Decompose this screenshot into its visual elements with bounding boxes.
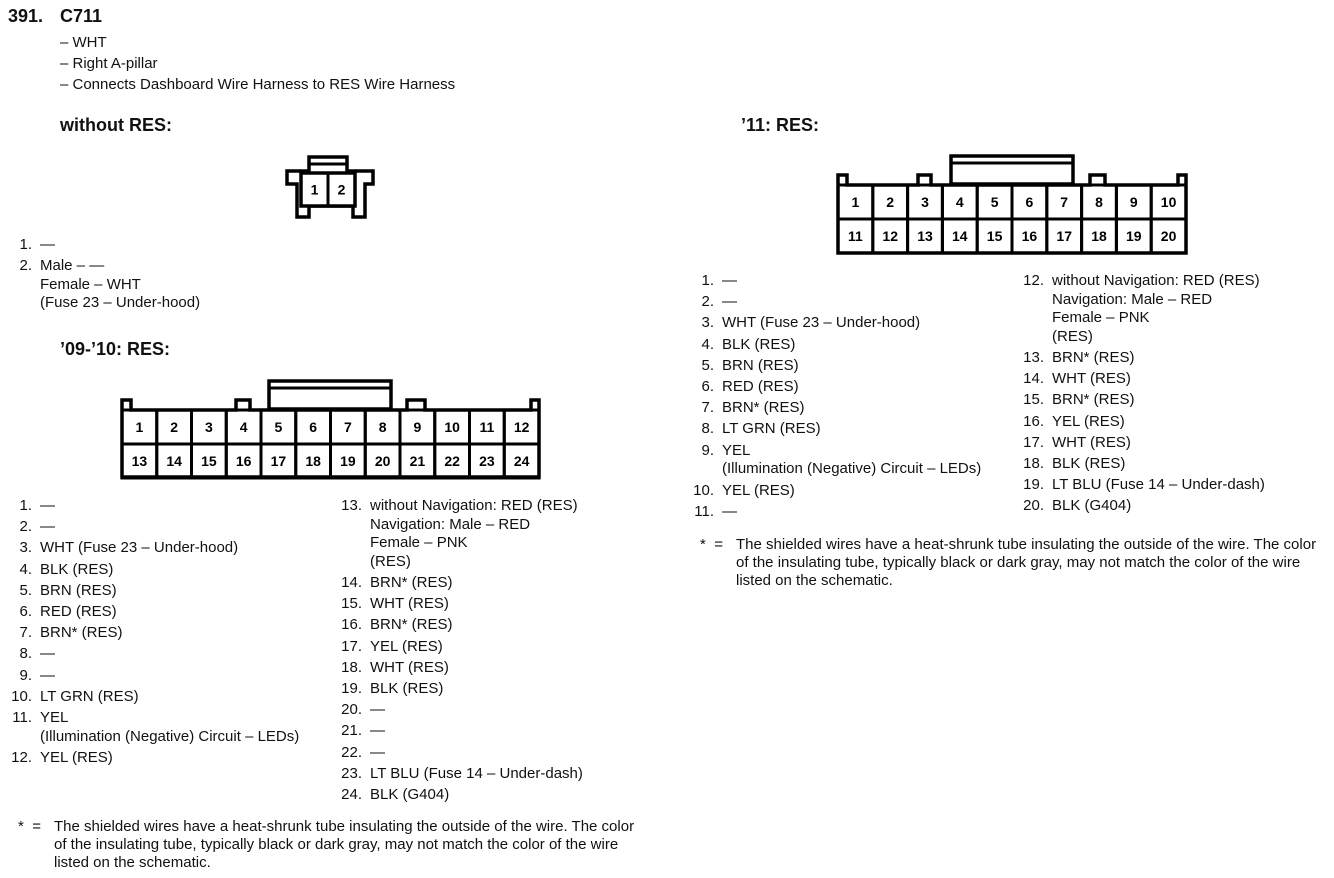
pin-row <box>682 376 1002 397</box>
pin-number: 15. <box>1023 391 1044 409</box>
pin-desc: LT GRN (RES) <box>722 420 821 438</box>
pin-row <box>0 257 330 313</box>
pin-row <box>0 643 340 664</box>
pin-row <box>0 495 340 516</box>
pin-desc: BRN* (RES) <box>370 574 453 591</box>
pin-row <box>1012 495 1332 516</box>
pin-row <box>682 442 1002 479</box>
pin-row <box>330 614 650 635</box>
pin-label: 8 <box>378 419 387 435</box>
pin-row <box>330 497 650 571</box>
pin-desc: YEL (RES) <box>40 749 113 767</box>
pin-desc: LT BLU (Fuse 14 – Under-dash) <box>370 764 583 782</box>
pin-desc: WHT (RES) <box>1052 433 1131 451</box>
pin-number: 5. <box>19 581 32 599</box>
pin-row <box>330 593 650 614</box>
pin-label: 6 <box>309 419 318 435</box>
pin-desc: BLK (RES) <box>370 680 444 698</box>
connector-diagram-24pin <box>118 378 544 480</box>
pin-label: 18 <box>1091 228 1107 244</box>
pin-number: 5. <box>701 356 714 374</box>
pin-label: 20 <box>1160 228 1177 244</box>
pin-number: 20. <box>341 701 362 719</box>
connector-diagram-20pin <box>834 152 1191 256</box>
detail-color: – WHT <box>60 34 107 51</box>
pin-row <box>1012 272 1332 346</box>
pin-row <box>1012 389 1332 410</box>
pin-label: 13 <box>131 453 148 469</box>
pin-row <box>0 234 330 255</box>
pin-row <box>330 678 650 699</box>
pin-label: 1 <box>310 181 319 198</box>
pin-row <box>0 622 340 643</box>
pin-number: 9. <box>19 666 32 684</box>
pin-label: 23 <box>479 453 495 469</box>
pin-number: 8. <box>701 420 714 438</box>
pin-number: 2. <box>19 257 32 275</box>
pin-label: 5 <box>990 194 999 210</box>
pin-desc: BRN (RES) <box>40 581 117 599</box>
connector-title <box>8 6 102 27</box>
footnote-symbol: * = <box>18 818 41 835</box>
pin-number: 18. <box>341 658 362 676</box>
pin-desc: — <box>722 293 737 311</box>
pin-number: 1. <box>701 272 714 289</box>
pin-label: 14 <box>952 228 968 244</box>
pin-label: 4 <box>955 194 964 210</box>
pin-row <box>0 686 340 707</box>
pin-row <box>1012 432 1332 453</box>
pin-label: 7 <box>1060 194 1069 210</box>
pin-list-11-right <box>1012 270 1332 517</box>
pin-desc: — <box>370 722 385 740</box>
pin-label: 9 <box>1129 194 1138 210</box>
pin-label: 18 <box>305 453 321 469</box>
pin-number: 6. <box>19 603 32 621</box>
pin-number: 24. <box>341 786 362 804</box>
pin-row <box>682 397 1002 418</box>
pin-list-without-res <box>0 234 330 313</box>
pin-label: 14 <box>166 453 182 469</box>
pin-number: 13. <box>341 497 362 514</box>
pin-number: 14. <box>341 574 362 591</box>
pin-row <box>0 709 340 746</box>
pin-label: 10 <box>444 419 460 435</box>
pin-label: 3 <box>921 194 929 210</box>
pin-desc: YEL (Illumination (Negative) Circuit – LEDs) <box>722 441 982 478</box>
pin-desc: BLK (RES) <box>1052 455 1126 473</box>
pin-row <box>682 291 1002 312</box>
pin-label: 16 <box>1021 228 1038 244</box>
pin-desc: — <box>722 502 737 520</box>
pin-number: 6. <box>701 378 714 396</box>
pin-desc: BRN* (RES) <box>40 624 123 642</box>
pin-row <box>0 665 340 686</box>
pin-number: 4. <box>701 335 714 353</box>
pin-label: 2 <box>170 419 179 435</box>
pin-number: 21. <box>341 722 362 740</box>
pin-list-11-left <box>682 270 1002 522</box>
pin-row <box>682 418 1002 439</box>
pin-label: 2 <box>886 194 895 210</box>
pin-number: 18. <box>1023 455 1044 473</box>
pin-number: 4. <box>19 560 32 578</box>
pin-label: 8 <box>1095 194 1103 210</box>
pin-number: 11. <box>694 502 714 520</box>
pin-row <box>0 601 340 622</box>
pin-desc: BLK (RES) <box>40 560 114 578</box>
section-title-0910-res: ’09-’10: RES: <box>60 339 171 359</box>
pin-desc: BRN* (RES) <box>370 616 453 634</box>
pin-desc: BRN* (RES) <box>1052 391 1135 409</box>
pin-label: 2 <box>337 181 346 198</box>
pin-label: 9 <box>413 419 422 435</box>
pin-label: 1 <box>135 419 144 435</box>
pin-number: 13. <box>1023 349 1044 366</box>
pin-row <box>330 763 650 784</box>
pin-list-0910-left <box>0 495 340 768</box>
pin-label: 10 <box>1160 194 1177 210</box>
pin-desc: BRN* (RES) <box>722 399 805 417</box>
connector-number: 391. <box>8 6 44 26</box>
pin-desc: BLK (RES) <box>722 335 796 353</box>
pin-number: 17. <box>1023 433 1044 451</box>
pin-label: 3 <box>204 419 213 435</box>
pin-row <box>330 699 650 720</box>
pin-number: 8. <box>19 645 32 663</box>
pin-number: 20. <box>1023 497 1044 515</box>
footnote-right <box>700 536 1330 590</box>
pin-label: 17 <box>270 453 287 469</box>
pin-number: 3. <box>701 314 714 332</box>
section-title-without-res: without RES: <box>60 115 172 135</box>
pin-desc: LT GRN (RES) <box>40 687 139 705</box>
pin-row <box>0 747 340 768</box>
pin-desc: — <box>370 701 385 719</box>
pin-row <box>0 516 340 537</box>
pin-row <box>0 537 340 558</box>
pin-row <box>330 742 650 763</box>
pin-label: 17 <box>1056 228 1072 244</box>
pin-number: 9. <box>701 441 714 459</box>
pin-desc: — <box>40 645 55 663</box>
pin-row <box>330 636 650 657</box>
pin-desc: WHT (Fuse 23 – Under-hood) <box>40 539 239 557</box>
pin-label: 21 <box>409 453 426 469</box>
pin-label: 11 <box>847 228 863 244</box>
connector-diagram-2pin <box>284 155 378 221</box>
pin-desc: LT BLU (Fuse 14 – Under-dash) <box>1052 476 1265 494</box>
pin-desc: — <box>370 743 385 761</box>
connector-id: C711 <box>60 6 103 26</box>
pin-label: 11 <box>479 419 495 435</box>
footnote-symbol: * = <box>700 536 723 553</box>
pin-number: 2. <box>701 293 714 311</box>
pin-label: 12 <box>882 228 898 244</box>
pin-number: 14. <box>1023 370 1044 388</box>
pin-desc: without Navigation: RED (RES) Navigation: Male – RED Female – PNK (RES) <box>370 497 578 570</box>
pin-desc: YEL (RES) <box>1052 412 1125 430</box>
pin-number: 19. <box>1023 476 1044 494</box>
pin-number: 12. <box>1023 272 1044 289</box>
pin-label: 6 <box>1025 194 1034 210</box>
pin-label: 5 <box>274 419 283 435</box>
pin-row <box>330 720 650 741</box>
pin-desc: — <box>40 497 55 514</box>
pin-row <box>1012 411 1332 432</box>
pin-label: 24 <box>513 453 530 469</box>
pin-label: 19 <box>1126 228 1142 244</box>
pin-desc: Male – — Female – WHT (Fuse 23 – Under-hood) <box>40 257 201 312</box>
pin-desc: without Navigation: RED (RES) Navigation: Male – RED Female – PNK (RES) <box>1052 272 1260 345</box>
pin-number: 15. <box>341 595 362 613</box>
pin-desc: RED (RES) <box>722 378 799 396</box>
footnote-left <box>18 818 648 872</box>
pin-label: 20 <box>374 453 391 469</box>
pin-desc: YEL (RES) <box>370 637 443 655</box>
pin-desc: WHT (RES) <box>370 595 449 613</box>
pin-row <box>330 657 650 678</box>
pin-number: 7. <box>701 399 714 417</box>
pin-desc: BLK (G404) <box>1052 497 1132 515</box>
pin-row <box>682 270 1002 291</box>
pin-label: 4 <box>239 419 248 435</box>
pin-label: 15 <box>986 228 1003 244</box>
pin-row <box>1012 474 1332 495</box>
pin-label: 12 <box>513 419 530 435</box>
connector-details <box>60 32 455 95</box>
pin-row <box>330 784 650 805</box>
pin-desc: BRN* (RES) <box>1052 349 1135 366</box>
pin-desc: WHT (Fuse 23 – Under-hood) <box>722 314 921 332</box>
section-title-11-res: ’11: RES: <box>741 115 820 135</box>
pin-row <box>1012 453 1332 474</box>
pin-number: 16. <box>341 616 362 634</box>
pin-desc: — <box>40 666 55 684</box>
pin-number: 23. <box>341 764 362 782</box>
pin-label: 1 <box>851 194 860 210</box>
pin-row <box>682 355 1002 376</box>
pin-number: 1. <box>19 236 32 253</box>
pin-desc: WHT (RES) <box>370 658 449 676</box>
pin-desc: YEL (Illumination (Negative) Circuit – LEDs) <box>40 709 300 745</box>
pin-desc: — <box>722 272 737 289</box>
pin-number: 17. <box>341 637 362 655</box>
pin-number: 11. <box>12 709 32 727</box>
pin-number: 1. <box>19 497 32 514</box>
pin-label: 22 <box>444 453 460 469</box>
pin-row <box>0 580 340 601</box>
detail-connects: – Connects Dashboard Wire Harness to RES Wire Harness <box>60 76 456 93</box>
pin-number: 12. <box>11 749 32 767</box>
pin-number: 3. <box>19 539 32 557</box>
pin-desc: — <box>40 236 55 253</box>
pin-row <box>682 312 1002 333</box>
footnote-text: The shielded wires have a heat-shrunk tube insulating the outside of the wire. The color of the insulating tube, typically black or dark gray, may not match the color of the wire listed on the schematic. <box>736 536 1317 589</box>
pin-label: 13 <box>917 228 933 244</box>
pin-row <box>682 501 1002 522</box>
pin-row <box>682 480 1002 501</box>
pin-label: 16 <box>235 453 252 469</box>
pin-label: 7 <box>343 419 352 435</box>
pin-number: 19. <box>341 680 362 698</box>
pin-number: 10. <box>11 687 32 705</box>
footnote-text: The shielded wires have a heat-shrunk tube insulating the outside of the wire. The color of the insulating tube, typically black or dark gray, may not match the color of the wire listed on the schematic. <box>54 818 635 871</box>
pin-desc: YEL (RES) <box>722 481 795 499</box>
pin-number: 10. <box>693 481 714 499</box>
pin-label: 15 <box>201 453 217 469</box>
pin-row <box>330 572 650 593</box>
pin-number: 2. <box>19 518 32 536</box>
pin-number: 7. <box>19 624 32 642</box>
pin-row <box>1012 347 1332 368</box>
detail-location: – Right A-pillar <box>60 55 158 72</box>
pin-number: 22. <box>341 743 362 761</box>
pin-desc: — <box>40 518 55 536</box>
pin-number: 16. <box>1023 412 1044 430</box>
pin-desc: RED (RES) <box>40 603 117 621</box>
pin-label: 19 <box>340 453 356 469</box>
pin-row <box>0 559 340 580</box>
pin-desc: BLK (G404) <box>370 786 450 804</box>
pin-list-0910-right <box>330 495 650 805</box>
pin-row <box>682 334 1002 355</box>
pin-desc: BRN (RES) <box>722 356 799 374</box>
pin-row <box>1012 368 1332 389</box>
pin-desc: WHT (RES) <box>1052 370 1131 388</box>
